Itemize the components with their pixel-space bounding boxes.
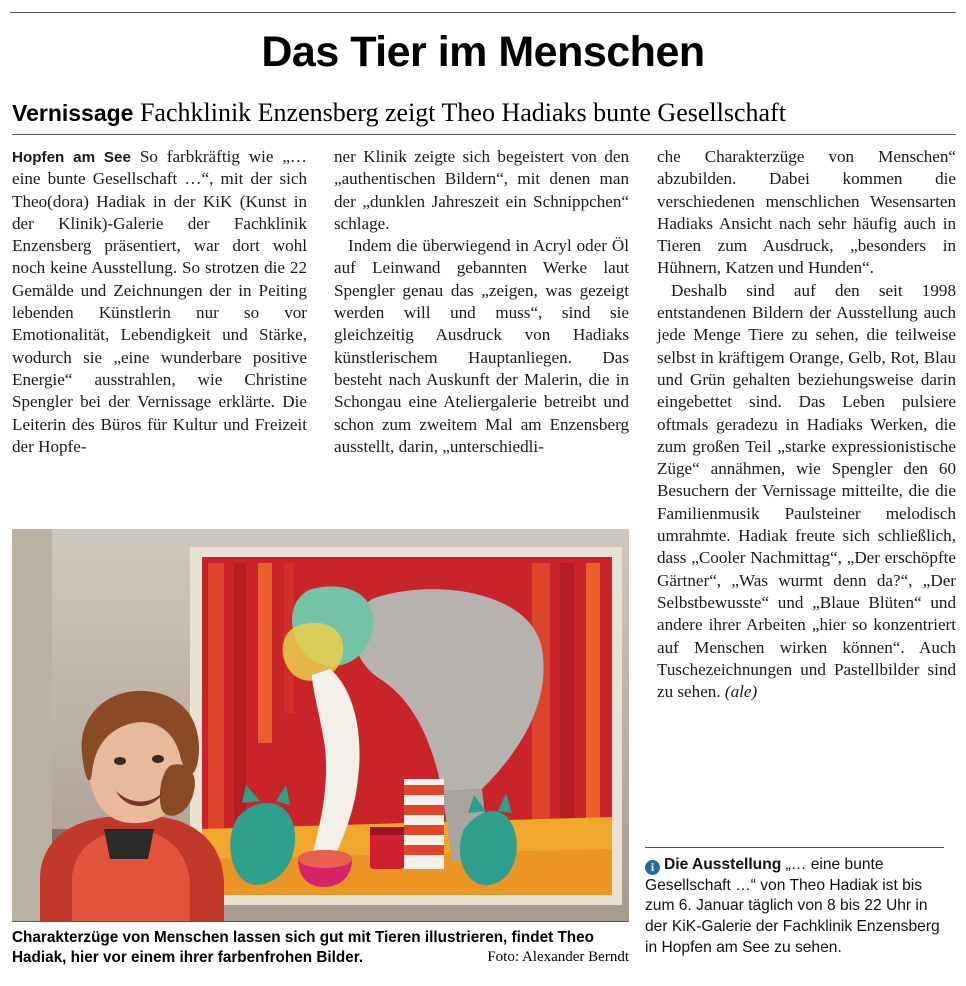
photo-caption-line1: Charakterzüge von Menschen lassen sich gut mit Tieren illustrieren, findet Theo [12, 929, 594, 946]
column3-paragraph-2 [657, 280, 956, 704]
photo-caption-line2-wrap [12, 948, 629, 968]
author-signature: (ale) [724, 682, 758, 702]
infobox-lead: Die Ausstellung [664, 856, 782, 873]
caption-divider [12, 921, 629, 922]
article-column-2 [334, 146, 629, 458]
photo-credit: Foto: Alexander Berndt [487, 948, 629, 965]
article-column-3 [657, 146, 956, 703]
subheadline-divider [12, 134, 956, 135]
article-photo [12, 529, 629, 921]
article-column-1 [12, 146, 307, 458]
section-kicker: Vernissage [12, 100, 134, 126]
infobox [645, 855, 944, 959]
top-divider [10, 12, 956, 13]
subheadline [12, 98, 956, 128]
infobox-divider [645, 847, 944, 848]
info-icon: i [645, 860, 660, 875]
column2-paragraph-1: ner Klinik zeigte sich begeistert von den „authentischen Bildern“, mit denen man der „dunklen Jahreszeit ein Schnippchen“ schlage. [334, 147, 629, 233]
infobox-text: „… eine bunte Gesellschaft …“ von Theo Hadiak ist bis zum 6. Januar täglich von 8 bis 22 Uhr in der KiK-Galerie der Fachklinik Enzensberg in Hopfen am See zu sehen. [645, 856, 940, 956]
column1-body: So farbkräftig wie „… eine bunte Gesellschaft …“, mit der sich Theo(dora) Hadiak in der KiK (Kunst in der Klinik)-Galerie der Fachklinik Enzensberg präsentiert, war dort wohl noch keine Ausstellung. So strotzen die 22 Gemälde und Zeichnungen der in Peiting lebenden Künstlerin nur so vor Emotionalität, Lebendigkeit und Stärke, wodurch sie „eine wunderbare positive Energie“ ausstrahlen, wie Christine Spengler bei der Vernissage erklärte. Die Leiterin des Büros für Kultur und Freizeit der Hopfe- [12, 147, 307, 456]
column3-paragraph-1: che Charakterzüge von Menschen“ abzubilden. Dabei kommen die verschiedenen menschlichen Wesensarten Hadiaks Ansicht nach sehr häufig auch in Tieren zum Ausdruck, „besonders in Hühnern, Katzen und Hunden“. [657, 147, 956, 278]
column2-paragraph-2: Indem die überwiegend in Acryl oder Öl auf Leinwand gebannten Werke laut Spengler genau das „zeigen, was gezeigt werden will und muss“, sind sie gleichzeitig Ausdruck von Hadiaks künstlerischem Hauptanliegen. Das besteht nach Auskunft der Malerin, die in Schongau eine Ateliergalerie betreibt und schon zum zweitem Mal am Enzensberg ausstellt, darin, „unterschiedli- [334, 236, 629, 456]
dateline: Hopfen am See [12, 149, 131, 166]
page-title: Das Tier im Menschen [261, 28, 705, 76]
photo-caption [12, 928, 629, 967]
column3-body: Deshalb sind auf den seit 1998 entstandenen Bildern der Ausstellung auch jede Menge Tiere zu sehen, die teilweise selbst in kräftigem Orange, Gelb, Rot, Blau und Grün gehalten beziehungsweise darin eingebettet sind. Das Leben pulsiere oftmals geradezu in Hadiaks Werken, die zum großen Teil „starke expressionistische Züge“ annähmen, wie Spengler den 60 Besuchern der Vernissage mitteilte, die die Familienmusik Paulsteiner melodisch umrahmte. Hadiak freute sich schließlich, dass „Cooler Nachmittag“, „Der erschöpfte Gärtner“, „Was wurmt denn da?“, „Der Selbstbewusste“ und „Blaue Blüten“ und andere ihrer Arbeiten „hier so konzentriert auf Menschen wirken können“. Auch Tuschezeichnungen und Pastellbilder sind zu sehen. [657, 280, 956, 702]
subheadline-text: Fachklinik Enzensberg zeigt Theo Hadiaks bunte Gesellschaft [139, 98, 786, 127]
column1-paragraph-1 [12, 146, 307, 458]
photo-caption-line2: Hadiak, hier vor einem ihrer farbenfrohen Bilder. [12, 948, 364, 966]
photo-image [12, 529, 629, 921]
